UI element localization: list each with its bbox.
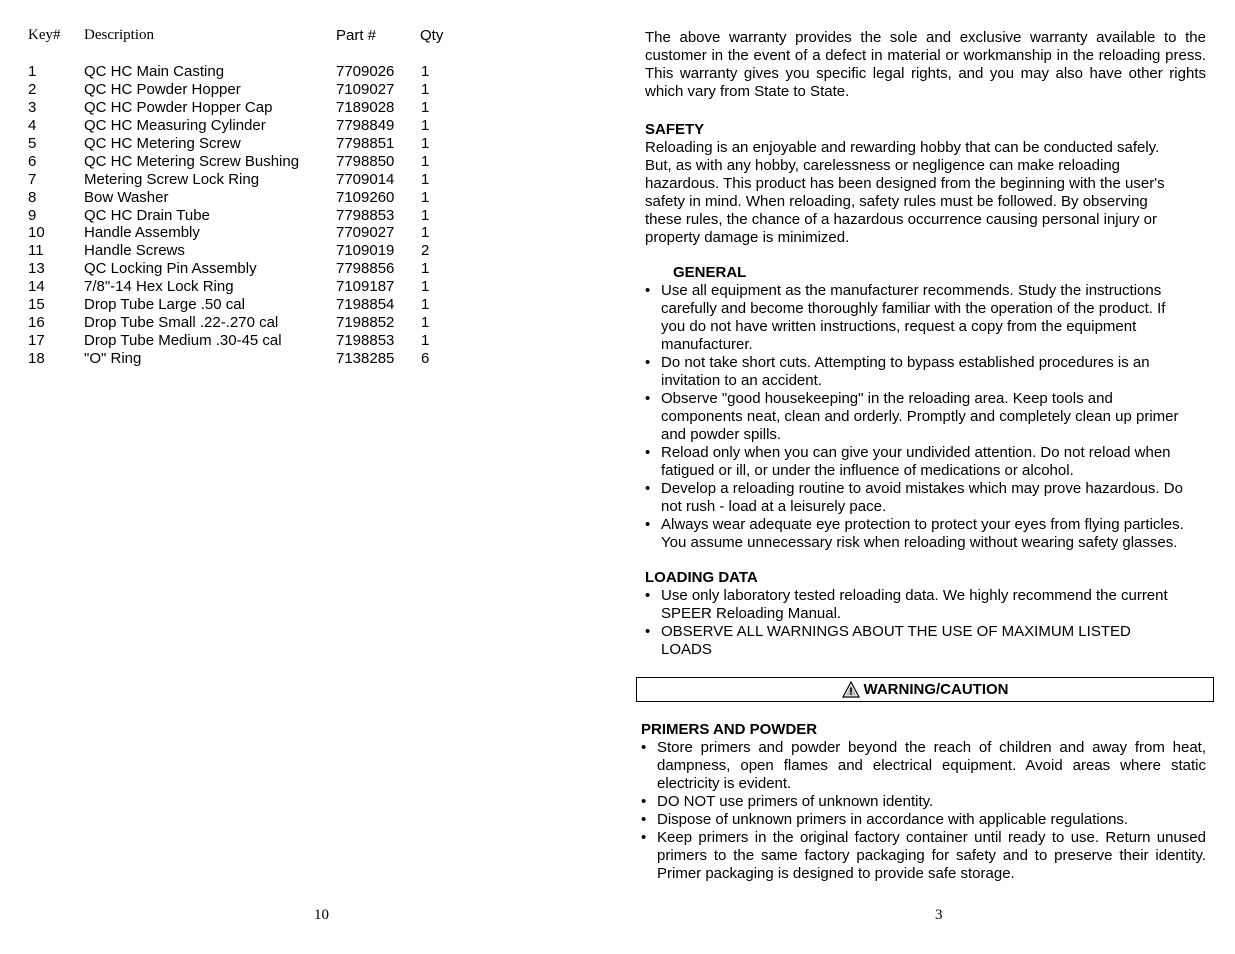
part-description: QC HC Main Casting — [84, 63, 225, 80]
table-row — [28, 99, 548, 117]
left-page — [0, 0, 617, 954]
part-key: 15 — [28, 296, 45, 314]
header-description: Description — [84, 27, 154, 43]
safety-heading: SAFETY — [645, 121, 705, 138]
part-key: 11 — [28, 242, 44, 260]
part-description: Handle Screws — [84, 242, 185, 260]
part-qty: 2 — [421, 242, 430, 260]
list-item — [645, 516, 1206, 552]
safety-line: hazardous. This product has been designed from the beginning with the user's — [645, 175, 1165, 192]
list-item — [645, 282, 1206, 354]
list-item-text: Keep primers in the original factory container until ready to use. Return unused primers to the same factory packaging for safety and to preserve their identity. Primer packaging is designed to provide safe storage. — [657, 829, 1206, 882]
list-item-line: manufacturer. — [661, 336, 753, 353]
table-row — [28, 260, 548, 278]
part-description: QC HC Drain Tube — [84, 206, 210, 224]
part-qty: 1 — [421, 80, 430, 98]
loading-section — [645, 569, 1206, 659]
part-description: Drop Tube Small .22-.270 cal — [84, 314, 279, 332]
part-key: 14 — [28, 278, 45, 296]
parts-list — [28, 63, 548, 368]
part-description: QC HC Metering Screw — [84, 134, 241, 152]
part-number: 7109260 — [336, 188, 395, 206]
part-qty: 1 — [421, 314, 430, 332]
part-qty: 1 — [421, 332, 430, 350]
part-key: 2 — [28, 80, 37, 98]
safety-section — [645, 121, 1206, 247]
header-qty: Qty — [420, 27, 444, 44]
part-number: 7709014 — [336, 170, 395, 188]
list-item-line: you do not have written instructions, request a copy from the equipment — [661, 318, 1137, 335]
bullet-glyph: • — [645, 516, 651, 533]
bullet-glyph: • — [641, 829, 647, 846]
part-number: 7109187 — [336, 278, 395, 296]
table-row — [28, 314, 548, 332]
safety-paragraph — [645, 139, 1206, 247]
table-row — [28, 242, 548, 260]
part-qty: 1 — [421, 134, 430, 152]
part-qty: 1 — [421, 206, 430, 224]
table-row — [28, 207, 548, 225]
table-row — [28, 332, 548, 350]
page-number-left: 10 — [314, 907, 329, 923]
list-item-line: Develop a reloading routine to avoid mistakes which may prove hazardous. Do — [661, 480, 1183, 497]
part-description: QC HC Measuring Cylinder — [84, 116, 266, 134]
part-number: 7198854 — [336, 296, 395, 314]
bullet-glyph: • — [645, 623, 651, 640]
bullet-glyph: • — [645, 354, 651, 371]
header-key: Key# — [28, 27, 61, 43]
list-item-text: Dispose of unknown primers in accordance with applicable regulations. — [657, 811, 1129, 828]
part-key: 18 — [28, 350, 45, 367]
part-qty: 1 — [421, 116, 430, 134]
part-description: Bow Washer — [84, 188, 169, 206]
part-number: 7189028 — [336, 98, 395, 116]
list-item — [645, 354, 1206, 390]
safety-line: property damage is minimized. — [645, 229, 850, 246]
part-key: 7 — [28, 170, 37, 188]
part-qty: 1 — [421, 170, 430, 188]
part-description: Metering Screw Lock Ring — [84, 170, 260, 188]
warning-triangle-icon — [842, 681, 860, 698]
part-number: 7709027 — [336, 224, 395, 242]
part-key: 17 — [28, 332, 45, 350]
general-section — [645, 264, 1206, 552]
warning-caution-label: WARNING/CAUTION — [863, 681, 1009, 698]
list-item-line: carefully and become thoroughly familiar with the operation of the product. If — [661, 300, 1166, 317]
part-key: 8 — [28, 188, 37, 206]
list-item — [641, 811, 1206, 829]
table-row — [28, 224, 548, 242]
list-item-line: LOADS — [661, 641, 712, 658]
part-number: 7109027 — [336, 80, 395, 98]
header-part-number: Part # — [336, 27, 377, 44]
list-item-text: DO NOT use primers of unknown identity. — [657, 793, 934, 810]
part-description: 7/8"-14 Hex Lock Ring — [84, 278, 234, 296]
part-key: 9 — [28, 206, 37, 224]
part-number: 7109019 — [336, 242, 395, 260]
list-item-line: components neat, clean and orderly. Promptly and completely clean up primer — [661, 408, 1179, 425]
bullet-glyph: • — [641, 811, 647, 828]
right-page — [617, 0, 1235, 954]
list-item — [645, 480, 1206, 516]
part-qty: 6 — [421, 350, 430, 367]
part-description: Drop Tube Medium .30-45 cal — [84, 332, 282, 350]
table-row — [28, 189, 548, 207]
part-key: 6 — [28, 152, 37, 170]
list-item-line: Use all equipment as the manufacturer recommends. Study the instructions — [661, 282, 1162, 299]
primers-list — [641, 739, 1206, 883]
bullet-glyph: • — [645, 282, 651, 299]
general-list — [645, 282, 1206, 552]
part-number: 7798856 — [336, 260, 395, 278]
safety-line: these rules, the chance of a hazardous occurrence causing personal injury or — [645, 211, 1157, 228]
bullet-glyph: • — [645, 587, 651, 604]
table-row — [28, 296, 548, 314]
part-number: 7798851 — [336, 134, 395, 152]
list-item — [641, 793, 1206, 811]
list-item-text: Store primers and powder beyond the reach of children and away from heat, dampness, open flames and electrical equipment. Avoid areas where static electricity is evident. — [657, 739, 1206, 792]
part-description: QC HC Metering Screw Bushing — [84, 152, 300, 170]
part-number: 7198853 — [336, 332, 395, 350]
bullet-glyph: • — [641, 793, 647, 810]
table-row — [28, 117, 548, 135]
loading-list — [645, 587, 1206, 659]
loading-heading: LOADING DATA — [645, 569, 758, 586]
part-description: QC HC Powder Hopper — [84, 80, 241, 98]
list-item — [645, 390, 1206, 444]
list-item-line: Always wear adequate eye protection to protect your eyes from flying particles. — [661, 516, 1184, 533]
part-key: 5 — [28, 134, 37, 152]
part-description: "O" Ring — [84, 350, 142, 367]
part-description: QC HC Powder Hopper Cap — [84, 98, 273, 116]
part-description: Handle Assembly — [84, 224, 200, 242]
part-qty: 1 — [421, 152, 430, 170]
safety-line: Reloading is an enjoyable and rewarding hobby that can be conducted safely. — [645, 139, 1160, 156]
part-key: 16 — [28, 314, 45, 332]
part-key: 4 — [28, 116, 37, 134]
list-item-line: not rush - load at a leisurely pace. — [661, 498, 887, 515]
table-row — [28, 153, 548, 171]
list-item — [645, 587, 1206, 623]
page-number-right: 3 — [935, 907, 943, 923]
list-item-line: Observe "good housekeeping" in the reloading area. Keep tools and — [661, 390, 1113, 407]
list-item-line: SPEER Reloading Manual. — [661, 605, 842, 622]
bullet-glyph: • — [645, 480, 651, 497]
part-description: Drop Tube Large .50 cal — [84, 296, 245, 314]
list-item-line: fatigued or ill, or under the influence of medications or alcohol. — [661, 462, 1074, 479]
warranty-paragraph: The above warranty provides the sole and exclusive warranty available to the customer in the event of a defect in material or workmanship in the reloading press. This warranty gives you specific legal rights, and you may also have other rights which vary from State to State. — [645, 29, 1206, 100]
table-row — [28, 63, 548, 81]
part-key: 10 — [28, 224, 45, 242]
warning-caution-box — [636, 677, 1214, 702]
part-qty: 1 — [421, 296, 430, 314]
part-qty: 1 — [421, 98, 430, 116]
part-key: 1 — [28, 63, 37, 80]
bullet-glyph: • — [645, 444, 651, 461]
part-number: 7798849 — [336, 116, 395, 134]
general-heading: GENERAL — [673, 264, 747, 281]
list-item-line: Reload only when you can give your undivided attention. Do not reload when — [661, 444, 1171, 461]
list-item-line: Use only laboratory tested reloading data. We highly recommend the current — [661, 587, 1168, 604]
primers-heading: PRIMERS AND POWDER — [641, 721, 818, 738]
bullet-glyph: • — [645, 390, 651, 407]
part-number: 7709026 — [336, 63, 395, 80]
part-qty: 1 — [421, 224, 430, 242]
list-item — [641, 739, 1206, 793]
part-key: 3 — [28, 98, 37, 116]
part-key: 13 — [28, 260, 45, 278]
table-row — [28, 350, 548, 368]
list-item-line: You assume unnecessary risk when reloading without wearing safety glasses. — [661, 534, 1178, 551]
list-item-line: OBSERVE ALL WARNINGS ABOUT THE USE OF MAXIMUM LISTED — [661, 623, 1131, 640]
table-row — [28, 81, 548, 99]
primers-section — [641, 721, 1206, 883]
table-row — [28, 135, 548, 153]
part-number: 7138285 — [336, 350, 395, 367]
part-qty: 1 — [421, 63, 430, 80]
part-qty: 1 — [421, 260, 430, 278]
part-number: 7198852 — [336, 314, 395, 332]
list-item-line: invitation to an accident. — [661, 372, 822, 389]
part-description: QC Locking Pin Assembly — [84, 260, 257, 278]
bullet-glyph: • — [641, 739, 647, 756]
safety-line: safety in mind. When reloading, safety rules must be followed. By observing — [645, 193, 1148, 210]
part-qty: 1 — [421, 278, 430, 296]
list-item — [645, 623, 1206, 659]
part-number: 7798850 — [336, 152, 395, 170]
part-number: 7798853 — [336, 206, 395, 224]
table-row — [28, 278, 548, 296]
list-item-line: Do not take short cuts. Attempting to bypass established procedures is an — [661, 354, 1150, 371]
list-item-line: and powder spills. — [661, 426, 782, 443]
table-row — [28, 171, 548, 189]
parts-table-header — [28, 27, 548, 47]
list-item — [645, 444, 1206, 480]
list-item — [641, 829, 1206, 883]
safety-line: But, as with any hobby, carelessness or negligence can make reloading — [645, 157, 1120, 174]
part-qty: 1 — [421, 188, 430, 206]
